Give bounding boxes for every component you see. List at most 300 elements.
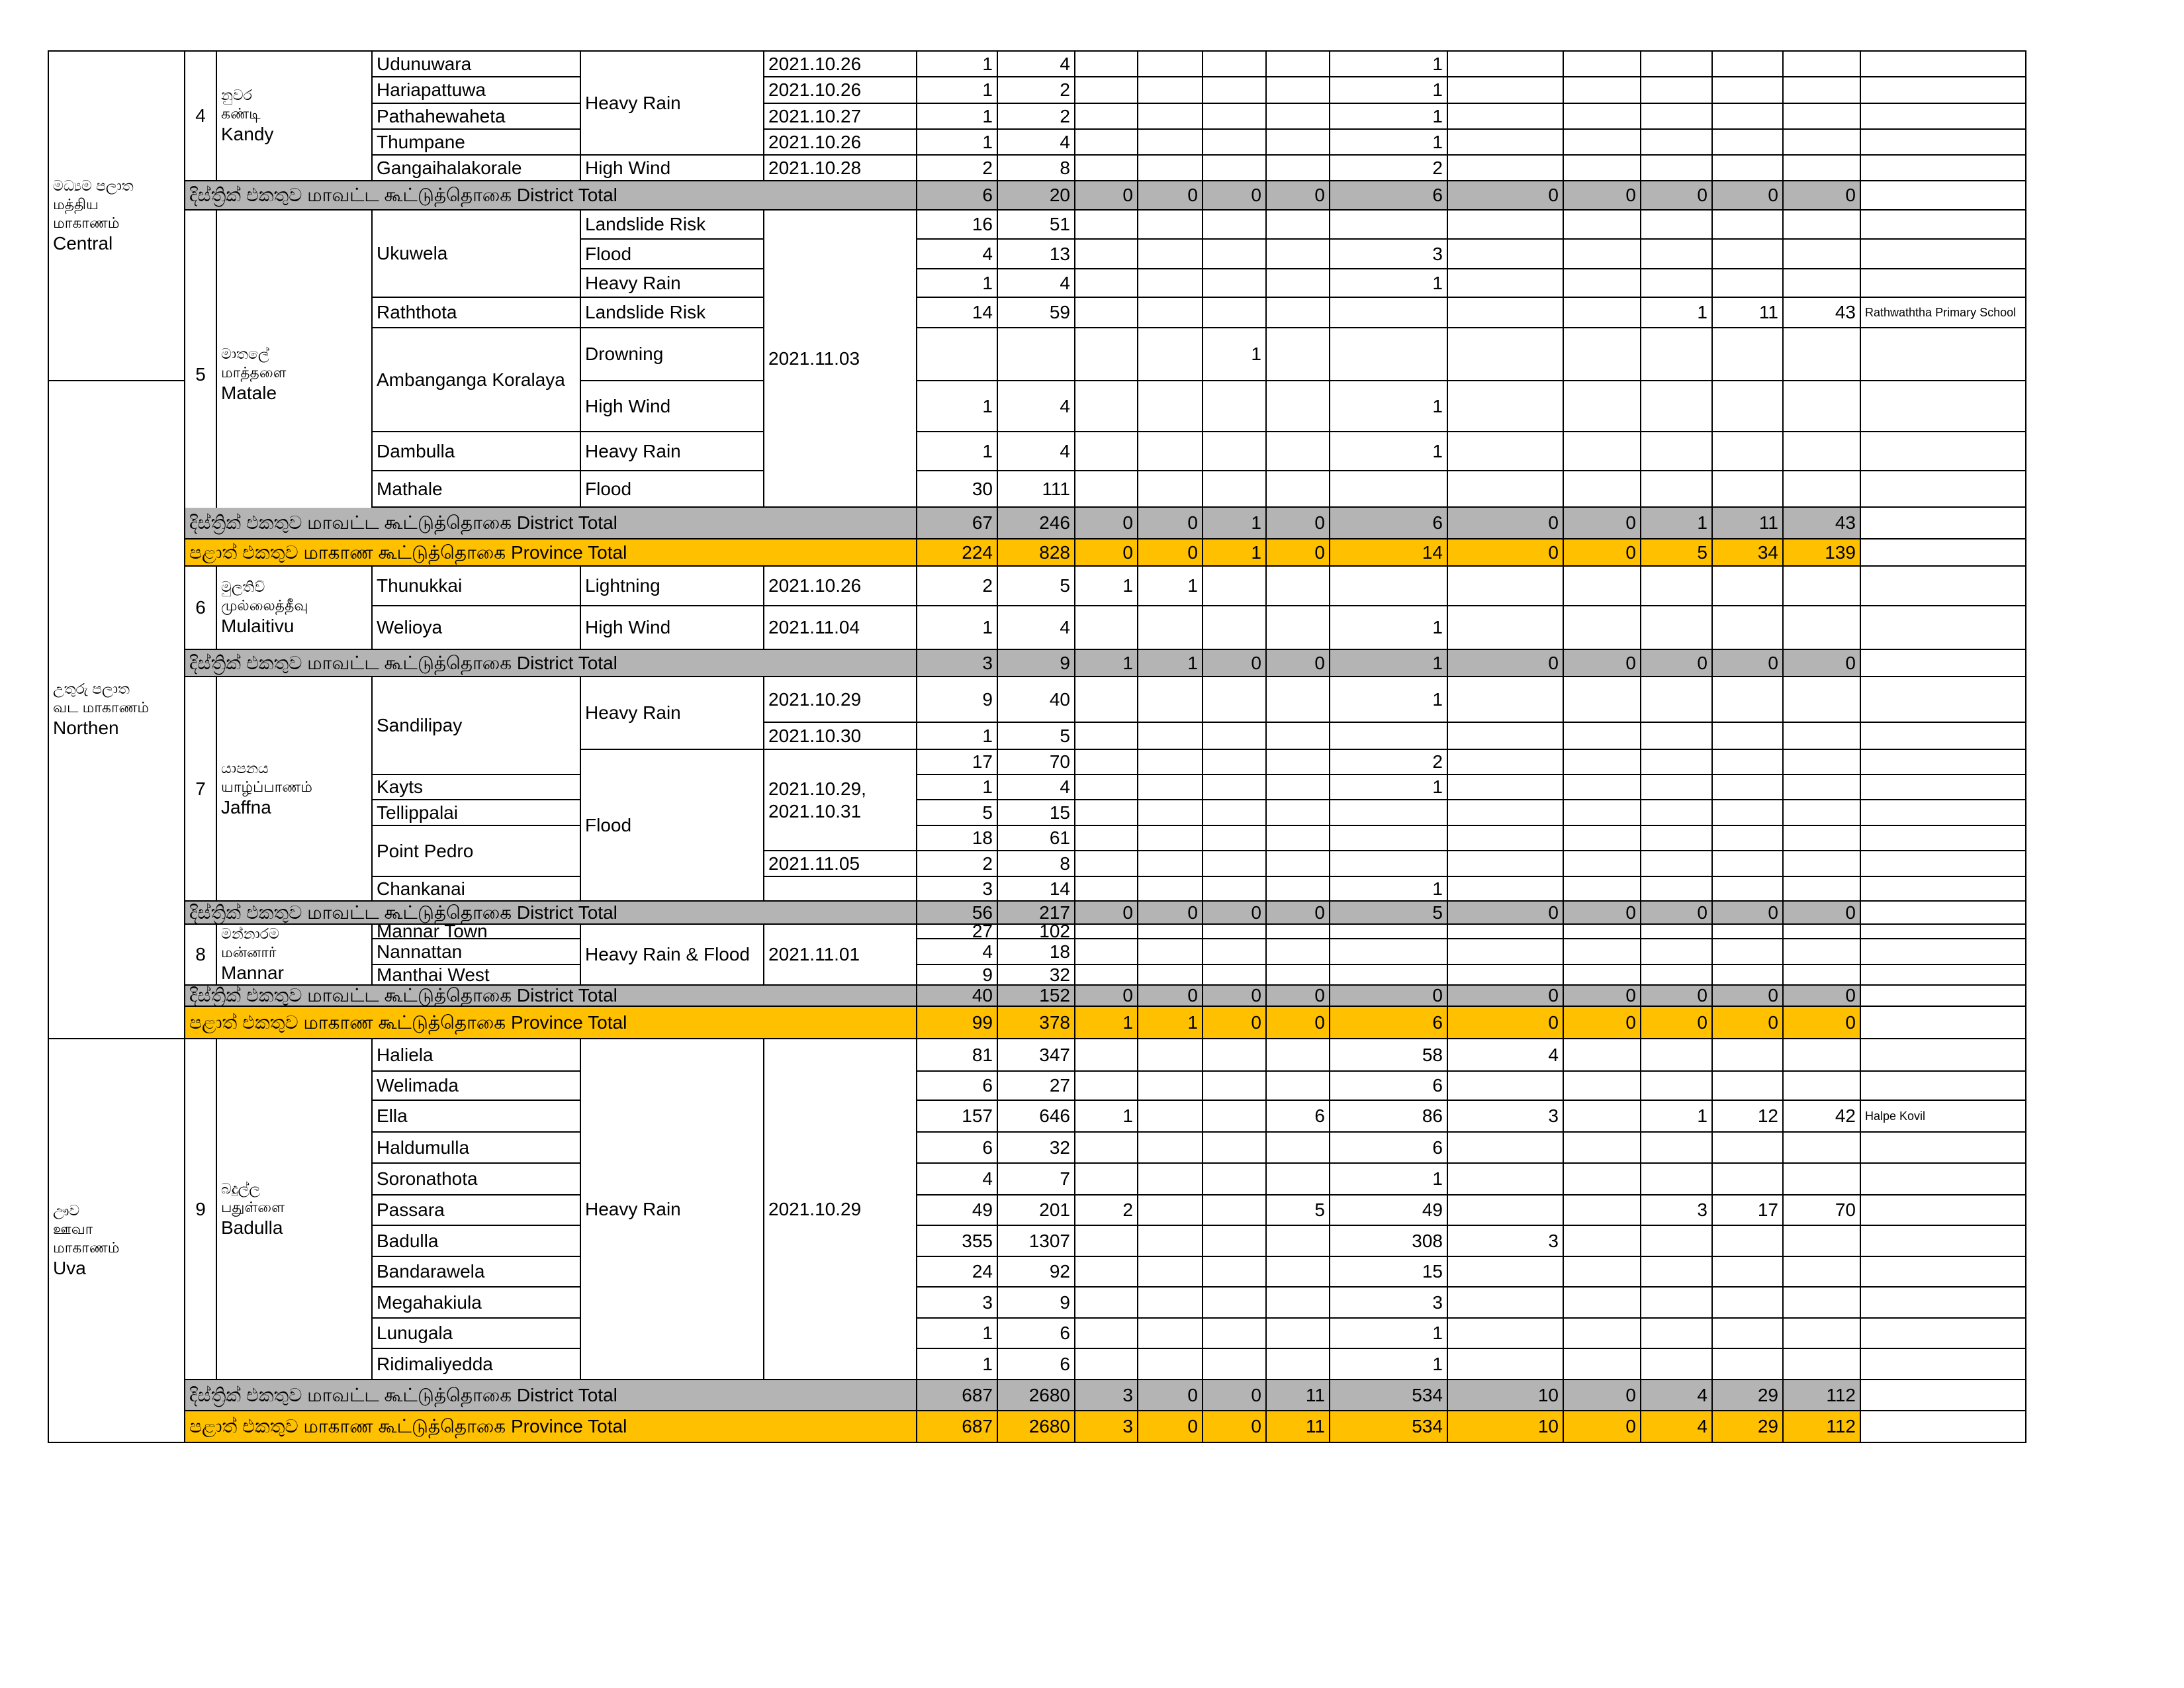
ds-division: Chankanai — [373, 877, 581, 902]
value-cell — [1075, 1133, 1138, 1164]
district-total-value: 0 — [1641, 181, 1713, 211]
value-cell — [1713, 104, 1784, 130]
value-cell: 2 — [917, 567, 998, 606]
ds-division: Nannattan — [373, 939, 581, 965]
value-cell — [1203, 750, 1267, 775]
remark-cell — [1861, 539, 2026, 567]
value-cell: 5 — [998, 567, 1075, 606]
value-cell — [1267, 1164, 1330, 1196]
district-total-value: 0 — [1448, 986, 1564, 1007]
value-cell — [1138, 104, 1203, 130]
value-cell: 27 — [998, 1072, 1075, 1101]
value-cell — [1075, 269, 1138, 298]
ds-division: Sandilipay — [373, 677, 581, 775]
district-number: 6 — [185, 567, 217, 650]
value-cell: 4 — [1448, 1039, 1564, 1072]
remark-cell — [1861, 77, 2026, 104]
remark-cell — [1861, 181, 2026, 211]
district-name-line: බදුල්ල — [221, 1180, 261, 1197]
value-cell — [1713, 606, 1784, 650]
value-cell — [1713, 269, 1784, 298]
value-cell — [1784, 800, 1861, 826]
province-total-value: 224 — [917, 539, 998, 567]
date-cell: 2021.10.26 — [764, 77, 917, 104]
value-cell — [1267, 1319, 1330, 1349]
district-name-line: නුවර — [221, 87, 252, 103]
district-total-value: 5 — [1330, 902, 1448, 925]
value-cell — [1330, 298, 1448, 328]
value-cell — [1267, 1288, 1330, 1319]
district-name-line: Mulaitivu — [221, 616, 295, 636]
value-cell — [1203, 1257, 1267, 1288]
value-cell: 70 — [998, 750, 1075, 775]
district-total-value: 0 — [1267, 508, 1330, 539]
district-total-value: 1 — [1203, 508, 1267, 539]
value-cell — [1713, 1349, 1784, 1380]
province-central-line: மாகாணம் — [53, 214, 120, 231]
province-total-value: 3 — [1075, 1411, 1138, 1443]
value-cell — [1267, 1072, 1330, 1101]
value-cell — [1075, 432, 1138, 471]
value-cell — [1075, 1039, 1138, 1072]
value-cell — [1138, 1226, 1203, 1257]
value-cell: 1 — [1075, 567, 1138, 606]
district-name-line: மன்னார் — [221, 944, 277, 961]
value-cell — [1564, 851, 1641, 877]
value-cell — [1203, 240, 1267, 269]
value-cell: 5 — [1267, 1196, 1330, 1226]
value-cell — [1075, 52, 1138, 77]
remark-cell — [1861, 130, 2026, 156]
value-cell — [1713, 567, 1784, 606]
value-cell: 308 — [1330, 1226, 1448, 1257]
value-cell — [1448, 104, 1564, 130]
value-cell: 6 — [998, 1349, 1075, 1380]
value-cell: 157 — [917, 1101, 998, 1133]
value-cell — [1784, 775, 1861, 800]
value-cell — [1267, 775, 1330, 800]
district-total-value: 112 — [1784, 1380, 1861, 1411]
value-cell — [1448, 471, 1564, 508]
value-cell — [1203, 432, 1267, 471]
remark-cell — [1861, 851, 2026, 877]
province-total-value: 1 — [1075, 1007, 1138, 1039]
value-cell — [1784, 1349, 1861, 1380]
remark-cell — [1861, 1257, 2026, 1288]
value-cell — [1564, 1101, 1641, 1133]
ds-division: Bandarawela — [373, 1257, 581, 1288]
district-total-value: 40 — [917, 986, 998, 1007]
value-cell — [1267, 1349, 1330, 1380]
value-cell: 58 — [1330, 1039, 1448, 1072]
value-cell — [1138, 1072, 1203, 1101]
value-cell — [1138, 775, 1203, 800]
ds-division: Kayts — [373, 775, 581, 800]
value-cell: 5 — [917, 800, 998, 826]
value-cell — [1075, 1257, 1138, 1288]
value-cell — [1564, 800, 1641, 826]
province-total-value: 687 — [917, 1411, 998, 1443]
district-number: 5 — [185, 211, 217, 539]
value-cell: 9 — [917, 677, 998, 723]
value-cell — [1641, 1288, 1713, 1319]
province-total-value: 14 — [1330, 539, 1448, 567]
province-total-value: 1 — [1203, 539, 1267, 567]
hazard-cell: Drowning — [581, 328, 764, 381]
value-cell: 49 — [1330, 1196, 1448, 1226]
value-cell: 12 — [1713, 1101, 1784, 1133]
value-cell: 1 — [917, 775, 998, 800]
value-cell: 15 — [998, 800, 1075, 826]
value-cell — [1784, 471, 1861, 508]
district-number: 9 — [185, 1039, 217, 1380]
remark-cell — [1861, 1164, 2026, 1196]
value-cell: 7 — [998, 1164, 1075, 1196]
province-total-label: පළාත් එකතුව மாகாண கூட்டுத்தொகை Province Total — [185, 539, 917, 567]
province-total-value: 29 — [1713, 1411, 1784, 1443]
value-cell: 1 — [1330, 606, 1448, 650]
ds-division: Soronathota — [373, 1164, 581, 1196]
district-total-value: 534 — [1330, 1380, 1448, 1411]
value-cell — [1075, 104, 1138, 130]
value-cell — [1203, 1226, 1267, 1257]
ds-division: Manthai West — [373, 965, 581, 986]
value-cell — [1203, 1072, 1267, 1101]
value-cell — [1203, 877, 1267, 902]
district-name — [217, 567, 373, 650]
value-cell — [1330, 925, 1448, 939]
value-cell — [1784, 965, 1861, 986]
value-cell: 1 — [917, 1349, 998, 1380]
value-cell: 1 — [1330, 269, 1448, 298]
district-total-value: 0 — [1138, 508, 1203, 539]
value-cell — [1448, 1288, 1564, 1319]
value-cell: 18 — [998, 939, 1075, 965]
remark-cell — [1861, 677, 2026, 723]
value-cell — [1267, 723, 1330, 750]
province-total-value: 378 — [998, 1007, 1075, 1039]
ds-division: Ridimaliyedda — [373, 1349, 581, 1380]
remark-cell — [1861, 1411, 2026, 1443]
value-cell — [1784, 211, 1861, 240]
value-cell: 3 — [1448, 1101, 1564, 1133]
district-total-value: 6 — [1330, 181, 1448, 211]
district-total-value: 687 — [917, 1380, 998, 1411]
value-cell — [1330, 328, 1448, 381]
value-cell: 1 — [917, 269, 998, 298]
value-cell — [1203, 1349, 1267, 1380]
value-cell — [1267, 851, 1330, 877]
value-cell: 2 — [1330, 750, 1448, 775]
remark-cell — [1861, 775, 2026, 800]
district-number: 7 — [185, 677, 217, 902]
value-cell — [1075, 925, 1138, 939]
value-cell: 14 — [917, 298, 998, 328]
value-cell — [1203, 381, 1267, 432]
value-cell — [1138, 52, 1203, 77]
value-cell: 1 — [1330, 381, 1448, 432]
value-cell: 1 — [917, 723, 998, 750]
value-cell — [1075, 1226, 1138, 1257]
district-name-line: யாழ்ப்பாணம் — [221, 778, 312, 795]
value-cell: 61 — [998, 826, 1075, 851]
value-cell — [1330, 567, 1448, 606]
district-total-value: 0 — [1784, 650, 1861, 677]
remark-cell — [1861, 650, 2026, 677]
value-cell — [1075, 1319, 1138, 1349]
value-cell — [1267, 750, 1330, 775]
province-total-value: 0 — [1267, 1007, 1330, 1039]
hazard-cell: Flood — [581, 471, 764, 508]
district-total-value: 0 — [1448, 650, 1564, 677]
district-total-value: 0 — [1784, 986, 1861, 1007]
date-cell: 2021.11.04 — [764, 606, 917, 650]
value-cell: 2 — [917, 851, 998, 877]
province-total-value: 0 — [1203, 1411, 1267, 1443]
value-cell: 4 — [998, 775, 1075, 800]
value-cell — [1075, 156, 1138, 181]
value-cell — [1075, 298, 1138, 328]
value-cell — [1641, 1164, 1713, 1196]
remark-cell — [1861, 104, 2026, 130]
value-cell: 8 — [998, 851, 1075, 877]
district-total-value: 0 — [1564, 986, 1641, 1007]
value-cell — [1138, 925, 1203, 939]
ds-division: Hariapattuwa — [373, 77, 581, 104]
value-cell — [1564, 298, 1641, 328]
district-total-value: 0 — [1448, 902, 1564, 925]
value-cell — [1448, 1257, 1564, 1288]
value-cell — [1448, 1196, 1564, 1226]
district-total-value: 2680 — [998, 1380, 1075, 1411]
province-total-value: 6 — [1330, 1007, 1448, 1039]
value-cell — [1267, 156, 1330, 181]
ds-division: Raththota — [373, 298, 581, 328]
value-cell — [1267, 1039, 1330, 1072]
province-total-value: 0 — [1203, 1007, 1267, 1039]
remark-cell — [1861, 1133, 2026, 1164]
value-cell — [1075, 750, 1138, 775]
remark-cell — [1861, 1288, 2026, 1319]
value-cell — [1138, 1164, 1203, 1196]
value-cell — [1564, 877, 1641, 902]
value-cell — [1203, 826, 1267, 851]
value-cell — [1448, 1164, 1564, 1196]
province-total-value: 10 — [1448, 1411, 1564, 1443]
value-cell — [1641, 328, 1713, 381]
district-total-value: 0 — [1564, 181, 1641, 211]
value-cell — [1138, 1196, 1203, 1226]
remark-cell — [1861, 328, 2026, 381]
value-cell: 4 — [917, 939, 998, 965]
value-cell — [1784, 52, 1861, 77]
value-cell — [1448, 965, 1564, 986]
value-cell — [1564, 606, 1641, 650]
value-cell: 2 — [998, 104, 1075, 130]
province-uva-line: ஊவா — [53, 1221, 93, 1237]
district-total-value: 1 — [1138, 650, 1203, 677]
value-cell — [1138, 800, 1203, 826]
value-cell — [1713, 1072, 1784, 1101]
province-total-value: 828 — [998, 539, 1075, 567]
value-cell — [1564, 269, 1641, 298]
value-cell — [1564, 1349, 1641, 1380]
value-cell — [1075, 965, 1138, 986]
ds-division: Ambanganga Koralaya — [373, 328, 581, 432]
value-cell: 59 — [998, 298, 1075, 328]
value-cell — [1267, 381, 1330, 432]
value-cell — [1138, 1288, 1203, 1319]
district-total-value: 3 — [917, 650, 998, 677]
province-central-line: மத்திய — [53, 196, 99, 212]
value-cell — [1713, 775, 1784, 800]
value-cell — [1641, 939, 1713, 965]
district-name-line: මන්නාරම — [221, 925, 279, 942]
value-cell — [1784, 1039, 1861, 1072]
remark-cell — [1861, 156, 2026, 181]
district-total-value: 217 — [998, 902, 1075, 925]
value-cell — [1267, 432, 1330, 471]
province-total-value: 534 — [1330, 1411, 1448, 1443]
value-cell — [1075, 939, 1138, 965]
value-cell: 3 — [917, 877, 998, 902]
value-cell — [1203, 471, 1267, 508]
value-cell — [1641, 211, 1713, 240]
province-uva-line: ඌව — [53, 1202, 80, 1219]
value-cell — [1267, 240, 1330, 269]
value-cell: 1 — [1138, 567, 1203, 606]
value-cell: 1 — [917, 432, 998, 471]
value-cell — [1641, 925, 1713, 939]
value-cell — [1138, 240, 1203, 269]
value-cell: 1 — [1330, 52, 1448, 77]
value-cell — [1138, 328, 1203, 381]
district-total-value: 246 — [998, 508, 1075, 539]
value-cell — [1641, 1039, 1713, 1072]
province-total-value: 0 — [1784, 1007, 1861, 1039]
value-cell — [1138, 1319, 1203, 1349]
value-cell: 1 — [917, 381, 998, 432]
value-cell: 17 — [1713, 1196, 1784, 1226]
remark-cell — [1861, 381, 2026, 432]
district-total-value: 0 — [1641, 986, 1713, 1007]
value-cell — [1267, 939, 1330, 965]
value-cell — [1203, 1101, 1267, 1133]
district-total-value: 0 — [1267, 902, 1330, 925]
value-cell — [1203, 130, 1267, 156]
value-cell — [1203, 800, 1267, 826]
value-cell — [1203, 1288, 1267, 1319]
remark-cell — [1861, 723, 2026, 750]
value-cell — [1641, 52, 1713, 77]
province-uva — [49, 1039, 185, 1443]
value-cell — [1564, 925, 1641, 939]
value-cell — [1448, 877, 1564, 902]
value-cell: 6 — [917, 1072, 998, 1101]
value-cell — [1203, 606, 1267, 650]
district-name-line: முல்லைத்தீவு — [221, 597, 308, 614]
value-cell — [1075, 677, 1138, 723]
value-cell: 1307 — [998, 1226, 1075, 1257]
value-cell — [1641, 104, 1713, 130]
value-cell: 49 — [917, 1196, 998, 1226]
value-cell: 81 — [917, 1039, 998, 1072]
ds-division: Point Pedro — [373, 826, 581, 877]
value-cell — [1138, 130, 1203, 156]
value-cell — [1641, 77, 1713, 104]
province-total-value: 0 — [1564, 1411, 1641, 1443]
value-cell — [1564, 775, 1641, 800]
value-cell: 2 — [1075, 1196, 1138, 1226]
value-cell: 24 — [917, 1257, 998, 1288]
value-cell — [1330, 723, 1448, 750]
remark-cell — [1861, 1072, 2026, 1101]
value-cell — [1641, 826, 1713, 851]
value-cell: 2 — [998, 77, 1075, 104]
ds-division: Haldumulla — [373, 1133, 581, 1164]
value-cell: 3 — [1330, 1288, 1448, 1319]
value-cell — [1448, 1133, 1564, 1164]
hazard-cell: Landslide Risk — [581, 298, 764, 328]
district-total-value: 0 — [1075, 902, 1138, 925]
value-cell — [1267, 877, 1330, 902]
value-cell — [1075, 328, 1138, 381]
value-cell — [1564, 240, 1641, 269]
value-cell — [1203, 269, 1267, 298]
value-cell — [1713, 156, 1784, 181]
value-cell — [1203, 939, 1267, 965]
value-cell: 70 — [1784, 1196, 1861, 1226]
value-cell: 40 — [998, 677, 1075, 723]
value-cell — [1564, 1257, 1641, 1288]
district-total-value: 0 — [1075, 986, 1138, 1007]
value-cell — [1267, 471, 1330, 508]
value-cell: 1 — [1203, 328, 1267, 381]
remark-cell — [1861, 52, 2026, 77]
date-cell: 2021.10.27 — [764, 104, 917, 130]
district-total-value: 11 — [1267, 1380, 1330, 1411]
hazard-cell: Flood — [581, 750, 764, 902]
value-cell: 1 — [1330, 775, 1448, 800]
province-northen-line: Northen — [53, 718, 119, 738]
value-cell: 1 — [917, 77, 998, 104]
remark-cell — [1861, 939, 2026, 965]
date-cell: 2021.11.05 — [764, 851, 917, 877]
hazard-cell: Heavy Rain — [581, 269, 764, 298]
district-total-value: 0 — [1075, 508, 1138, 539]
value-cell — [1713, 877, 1784, 902]
province-total-value: 5 — [1641, 539, 1713, 567]
ds-division: Lunugala — [373, 1319, 581, 1349]
value-cell — [1713, 381, 1784, 432]
value-cell — [1203, 775, 1267, 800]
value-cell — [1641, 723, 1713, 750]
value-cell — [1713, 1319, 1784, 1349]
remark-cell — [1861, 750, 2026, 775]
province-total-value: 0 — [1075, 539, 1138, 567]
value-cell: 6 — [998, 1319, 1075, 1349]
district-total-value: 0 — [1784, 181, 1861, 211]
value-cell — [1203, 925, 1267, 939]
province-central — [49, 52, 185, 381]
value-cell: 17 — [917, 750, 998, 775]
value-cell — [1784, 130, 1861, 156]
value-cell — [1448, 851, 1564, 877]
value-cell — [1203, 965, 1267, 986]
value-cell — [1784, 328, 1861, 381]
value-cell — [1075, 606, 1138, 650]
value-cell — [1075, 1072, 1138, 1101]
